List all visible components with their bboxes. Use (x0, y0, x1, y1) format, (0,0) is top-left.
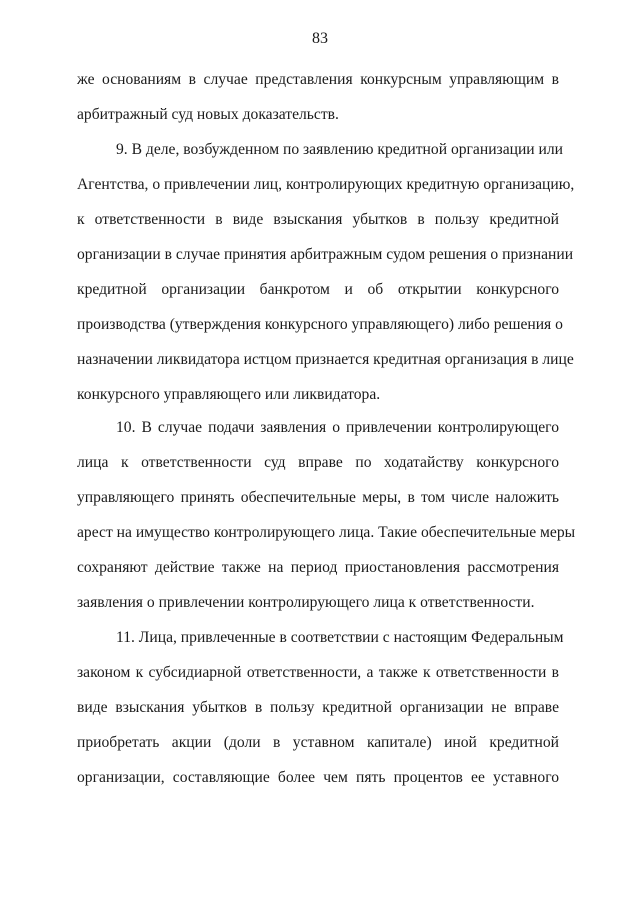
text-line: законом к субсидиарной ответственности, а также к ответственности в (77, 664, 559, 681)
text-line: заявления о привлечении контролирующего лица к ответственности. (77, 594, 535, 611)
text-line: к ответственности в виде взыскания убытков в пользу кредитной (77, 211, 559, 228)
text-line: управляющего принять обеспечительные меры, в том числе наложить (77, 489, 559, 506)
text-line: организации, составляющие более чем пять процентов ее уставного (77, 769, 559, 786)
text-line: Агентства, о привлечении лиц, контролирующих кредитную организацию, (77, 176, 575, 193)
text-line: производства (утверждения конкурсного управляющего) либо решения о (77, 316, 563, 333)
text-line: арест на имущество контролирующего лица. Такие обеспечительные меры (77, 524, 576, 541)
text-line: 10. В случае подачи заявления о привлечении контролирующего (116, 419, 559, 436)
text-line: же основаниям в случае представления конкурсным управляющим в (77, 71, 559, 88)
text-line: назначении ликвидатора истцом признается кредитная организация в лице (77, 351, 574, 368)
text-line: лица к ответственности суд вправе по ходатайству конкурсного (77, 454, 559, 471)
text-line: организации в случае принятия арбитражным судом решения о признании (77, 246, 574, 263)
text-line: виде взыскания убытков в пользу кредитной организации не вправе (77, 699, 559, 716)
page-number: 83 (312, 30, 328, 47)
text-line: 9. В деле, возбужденном по заявлению кредитной организации или (116, 141, 564, 158)
text-line: сохраняют действие также на период приостановления рассмотрения (77, 559, 559, 576)
text-line: конкурсного управляющего или ликвидатора. (77, 386, 381, 403)
text-line: арбитражный суд новых доказательств. (77, 106, 339, 123)
text-line: кредитной организации банкротом и об открытии конкурсного (77, 281, 559, 298)
text-line: 11. Лица, привлеченные в соответствии с настоящим Федеральным (116, 629, 564, 646)
text-line: приобретать акции (доли в уставном капитале) иной кредитной (77, 734, 559, 751)
